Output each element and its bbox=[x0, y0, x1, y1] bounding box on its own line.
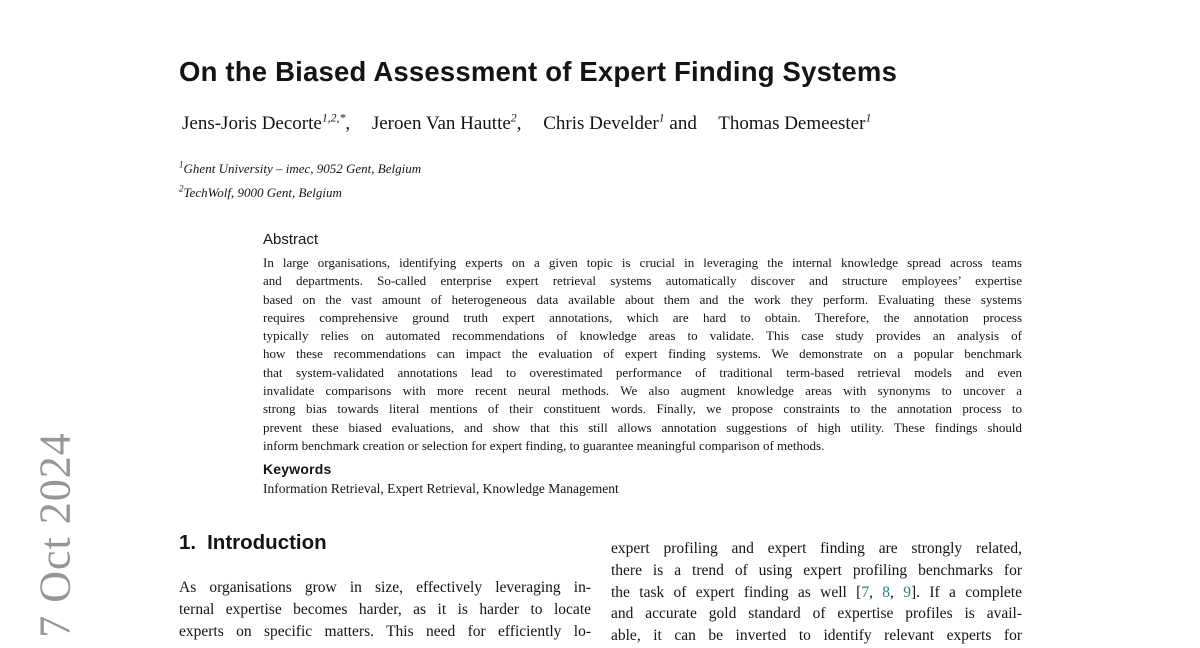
affiliation-line bbox=[179, 181, 421, 205]
affiliation-text: Ghent University – imec, 9052 Gent, Belgium bbox=[183, 161, 422, 176]
arxiv-date-watermark: 7 Oct 2024 bbox=[30, 432, 80, 638]
affiliations bbox=[179, 157, 421, 204]
abstract-line: and departments. So-called enterprise expert retrieval systems automatically discover and structure employees’ expertise bbox=[263, 273, 1022, 289]
section-title: Introduction bbox=[207, 531, 327, 554]
author-name: Chris Develder bbox=[543, 113, 659, 134]
author-separator: , bbox=[516, 113, 522, 134]
author-separator: , bbox=[345, 113, 351, 134]
citation-link[interactable]: 8 bbox=[882, 583, 891, 601]
author-superscript: 1,2,* bbox=[321, 111, 346, 125]
intro-left-column bbox=[179, 577, 591, 642]
section-number: 1. bbox=[179, 531, 197, 554]
citation-separator: , bbox=[869, 583, 883, 601]
author-name: Thomas Demeester bbox=[718, 113, 866, 134]
intro-right-column bbox=[611, 538, 1022, 647]
author-separator: and bbox=[664, 113, 697, 134]
body-line: and accurate gold standard of expertise profiles is avail- bbox=[611, 605, 1022, 623]
author-name: Jeroen Van Hautte bbox=[371, 113, 511, 134]
author-superscript: 2 bbox=[510, 111, 517, 125]
author bbox=[372, 113, 522, 134]
abstract-text bbox=[263, 254, 1022, 455]
section-heading-introduction bbox=[179, 531, 327, 555]
author-name: Jens-Joris Decorte bbox=[182, 113, 322, 134]
abstract-heading: Abstract bbox=[263, 231, 319, 248]
abstract-line: how these recommendations can impact the evaluation of expert finding systems. We demonstrate on a popular benchmark bbox=[263, 346, 1022, 362]
affiliation-superscript: 2 bbox=[179, 183, 184, 194]
affiliation-text: TechWolf, 9000 Gent, Belgium bbox=[183, 184, 342, 200]
affiliation-line bbox=[179, 157, 421, 181]
author-superscript: 1 bbox=[658, 111, 665, 125]
authors-line bbox=[182, 113, 871, 135]
author bbox=[543, 113, 697, 134]
body-line: there is a trend of using expert profiling benchmarks for bbox=[611, 561, 1022, 579]
abstract-line: requires comprehensive ground truth expert annotations, which are hard to obtain. Therefore, the annotation process bbox=[263, 309, 1022, 325]
citation-link[interactable]: 9 bbox=[903, 583, 911, 601]
abstract-line: inform benchmark creation or selection for expert finding, to guarantee meaningful comparison of methods. bbox=[263, 437, 825, 453]
author bbox=[182, 113, 350, 134]
abstract-line: based on the vast amount of heterogeneous data available about them and the work they perform. Evaluating these systems bbox=[263, 291, 1022, 307]
keywords-text: Information Retrieval, Expert Retrieval, Knowledge Management bbox=[263, 481, 619, 496]
body-line-with-citations bbox=[611, 582, 1022, 604]
abstract-line: typically relies on automated recommendations of knowledge areas to validate. This case study provides an analysis of bbox=[263, 328, 1022, 344]
abstract-line: invalidate comparisons with more recent neural methods. We also augment knowledge areas with synonyms to uncover a bbox=[263, 383, 1022, 399]
body-text: the task of expert finding as well [ bbox=[611, 583, 862, 601]
affiliation-superscript: 1 bbox=[179, 159, 184, 170]
abstract-line: strong bias towards literal mentions of their constituent words. Finally, we propose constraints to the annotation process to bbox=[263, 401, 1022, 417]
body-text: ]. If a complete bbox=[910, 583, 1022, 601]
keywords-heading: Keywords bbox=[263, 461, 332, 477]
body-line: experts on specific matters. This need for efficiently lo- bbox=[179, 622, 591, 640]
body-line: able, it can be inverted to identify relevant experts for bbox=[611, 627, 1022, 645]
author-superscript: 1 bbox=[865, 111, 872, 125]
body-line: As organisations grow in size, effectively leveraging in- bbox=[179, 579, 591, 596]
paper-title: On the Biased Assessment of Expert Finding Systems bbox=[179, 56, 898, 87]
body-line: expert profiling and expert finding are strongly related, bbox=[611, 540, 1022, 557]
abstract-line: In large organisations, identifying experts on a given topic is crucial in leveraging the internal knowledge spread across teams bbox=[263, 255, 1022, 270]
abstract-line: prevent these biased evaluations, and show that this still allows annotation suggestions of high utility. These findings should bbox=[263, 419, 1022, 435]
citation-separator: , bbox=[890, 583, 904, 601]
abstract-line: that system-validated annotations lead to overestimated performance of traditional term-based retrieval models and even bbox=[263, 364, 1022, 380]
citation-link[interactable]: 7 bbox=[861, 583, 870, 601]
author bbox=[718, 113, 871, 134]
body-line: ternal expertise becomes harder, as it is harder to locate bbox=[179, 600, 591, 618]
